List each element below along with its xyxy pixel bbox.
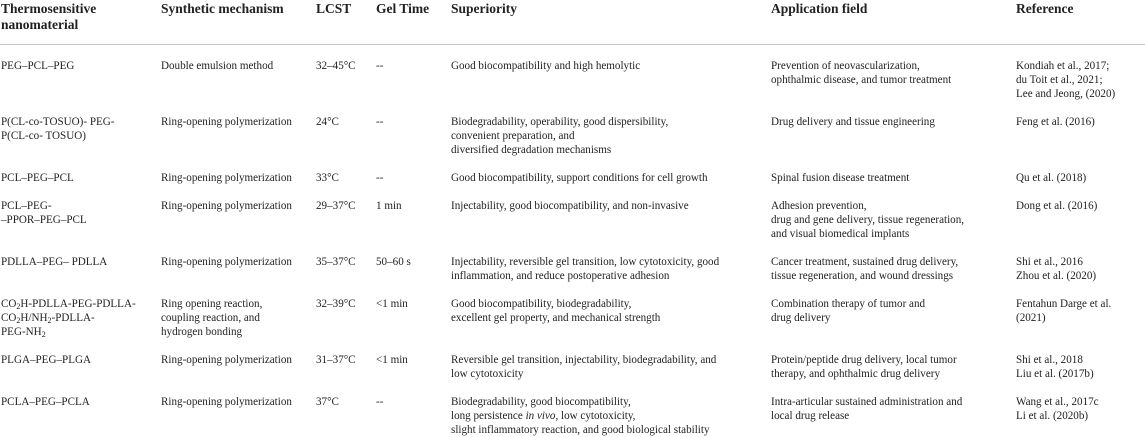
header-superiority: Superiority xyxy=(451,0,771,45)
cell-lcst: 33°C xyxy=(316,172,339,184)
table-row xyxy=(0,381,1145,437)
cell-material: $CO_2H-PDLLA-PEG-PDLLA-$ $CO_2H/NH_2-PDLLA-$ PEG-$NH_2$ xyxy=(1,298,136,339)
table-row xyxy=(0,339,1145,381)
cell-superiority: Biodegradability, operability, good dispersibility, convenient preparation, and diversified degradation mechanisms xyxy=(451,116,669,156)
cell-lcst: 31–37°C xyxy=(316,354,356,366)
cell-superiority: Good biocompatibility, support conditions for cell growth xyxy=(451,172,708,184)
cell-lcst: 35–37°C xyxy=(316,256,356,268)
cell-gel-time: -- xyxy=(376,396,384,408)
cell-material: PDLLA–PEG– PDLLA xyxy=(1,256,108,268)
table-row xyxy=(0,101,1145,157)
cell-reference: Feng et al. (2016) xyxy=(1016,116,1095,128)
table-row xyxy=(0,157,1145,185)
cell-material: PCLA–PEG–PCLA xyxy=(1,396,90,408)
cell-mechanism: Ring-opening polymerization xyxy=(161,200,292,212)
cell-superiority: Biodegradability, good biocompatibility, long persistence in vivo, low cytotoxicity, slight inflammatory reaction, and good biological stability xyxy=(451,396,710,436)
cell-mechanism: Ring opening reaction, coupling reaction, and hydrogen bonding xyxy=(161,298,263,338)
header-reference: Reference xyxy=(1016,0,1145,45)
header-mechanism: Synthetic mechanism xyxy=(161,0,316,45)
table-header-row xyxy=(0,0,1145,45)
cell-lcst: 24°C xyxy=(316,116,339,128)
header-material: Thermosensitive nanomaterial xyxy=(0,0,161,45)
table-row xyxy=(0,283,1145,339)
cell-application: Intra-articular sustained administration and local drug release xyxy=(771,396,963,422)
cell-mechanism: Ring-opening polymerization xyxy=(161,172,292,184)
header-application: Application field xyxy=(771,0,1016,45)
cell-reference: Shi et al., 2016 Zhou et al. (2020) xyxy=(1016,256,1097,282)
cell-mechanism: Double emulsion method xyxy=(161,60,274,72)
header-lcst: LCST xyxy=(316,0,376,45)
cell-mechanism: Ring-opening polymerization xyxy=(161,354,292,366)
cell-mechanism: Ring-opening polymerization xyxy=(161,396,292,408)
cell-application: Cancer treatment, sustained drug delivery, tissue regeneration, and wound dressings xyxy=(771,256,959,282)
cell-gel-time: <1 min xyxy=(376,354,408,366)
header-gel-time: Gel Time xyxy=(376,0,451,45)
cell-lcst: 32–39°C xyxy=(316,298,356,310)
cell-application: Spinal fusion disease treatment xyxy=(771,172,910,184)
cell-superiority: Good biocompatibility, biodegradability, excellent gel property, and mechanical strength xyxy=(451,298,661,324)
cell-material: PCL–PEG- –PPOR–PEG–PCL xyxy=(1,200,87,226)
cell-mechanism: Ring-opening polymerization xyxy=(161,116,292,128)
cell-reference: Qu et al. (2018) xyxy=(1016,172,1087,184)
cell-gel-time: -- xyxy=(376,116,384,128)
table-row xyxy=(0,241,1145,283)
cell-application: Prevention of neovascularization, ophthalmic disease, and tumor treatment xyxy=(771,60,952,86)
cell-application: Adhesion prevention, drug and gene delivery, tissue regeneration, and visual biomedical implants xyxy=(771,200,965,240)
cell-mechanism: Ring-opening polymerization xyxy=(161,256,292,268)
cell-reference: Kondiah et al., 2017; du Toit et al., 2021; Lee and Jeong, (2020) xyxy=(1016,60,1116,100)
cell-gel-time: 1 min xyxy=(376,200,402,212)
cell-superiority: Good biocompatibility and high hemolytic xyxy=(451,60,641,72)
cell-gel-time: -- xyxy=(376,60,384,72)
cell-reference: Wang et al., 2017c Li et al. (2020b) xyxy=(1016,396,1099,422)
cell-superiority: Reversible gel transition, injectability, biodegradability, and low cytotoxicity xyxy=(451,354,717,380)
cell-material: PLGA–PEG–PLGA xyxy=(1,354,91,366)
cell-application: Drug delivery and tissue engineering xyxy=(771,116,935,128)
cell-superiority: Injectability, reversible gel transition, low cytotoxicity, good inflammation, and reduce postoperative adhesion xyxy=(451,256,720,282)
cell-reference: Fentahun Darge et al. (2021) xyxy=(1016,298,1112,324)
cell-material: PEG–PCL–PEG xyxy=(1,60,75,72)
cell-material: P(CL-co-TOSUO)- PEG- P(CL-co- TOSUO) xyxy=(1,116,115,142)
cell-lcst: 37°C xyxy=(316,396,339,408)
cell-application: Combination therapy of tumor and drug delivery xyxy=(771,298,926,324)
cell-lcst: 29–37°C xyxy=(316,200,356,212)
cell-reference: Dong et al. (2016) xyxy=(1016,200,1098,212)
cell-material: PCL–PEG–PCL xyxy=(1,172,74,184)
cell-gel-time: -- xyxy=(376,172,384,184)
cell-superiority: Injectability, good biocompatibility, and non-invasive xyxy=(451,200,689,212)
table-row xyxy=(0,45,1145,102)
cell-gel-time: 50–60 s xyxy=(376,256,411,268)
cell-application: Protein/peptide drug delivery, local tumor therapy, and ophthalmic drug delivery xyxy=(771,354,957,380)
cell-reference: Shi et al., 2018 Liu et al. (2017b) xyxy=(1016,354,1094,380)
cell-lcst: 32–45°C xyxy=(316,60,356,72)
cell-gel-time: <1 min xyxy=(376,298,408,310)
table-row xyxy=(0,185,1145,241)
